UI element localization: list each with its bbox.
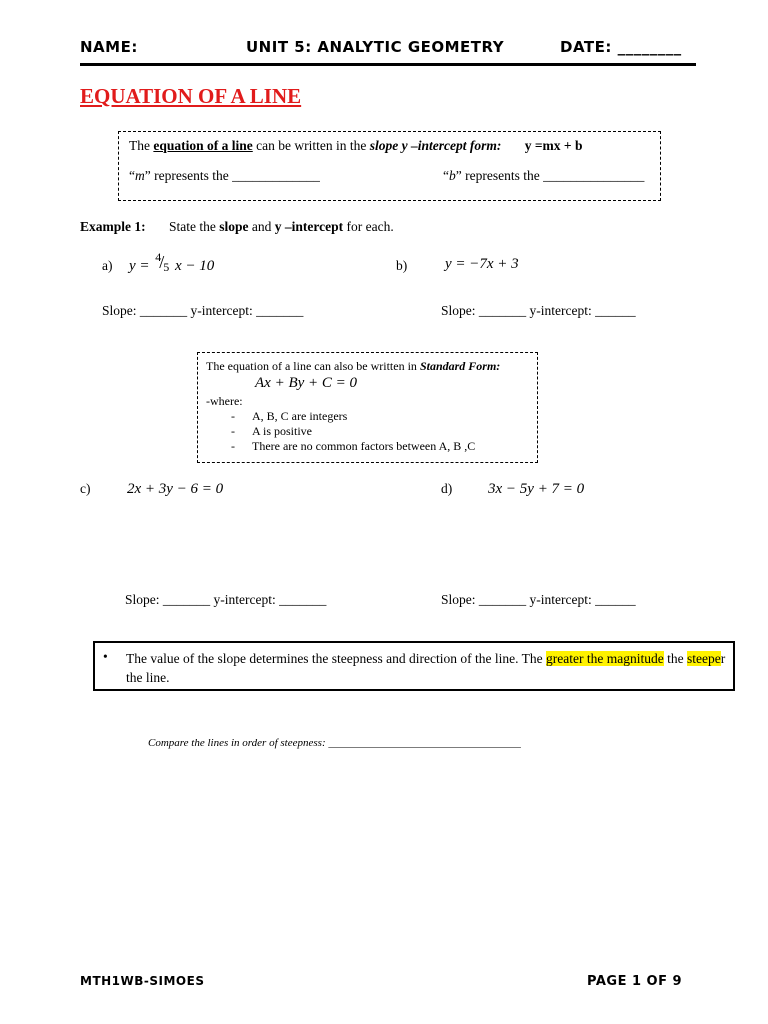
answer-c: Slope: _______ y-intercept: _______	[125, 592, 327, 607]
where-label: -where:	[206, 394, 243, 408]
condition-item: There are no common factors between A, B ,C	[252, 439, 476, 453]
part-d-equation: 3x − 5y + 7 = 0	[488, 481, 585, 497]
slope-intercept-definition: The equation of a line can be written in the slope y –intercept form: y =mx + b	[129, 138, 583, 153]
answer-a: Slope: _______ y-intercept: _______	[102, 303, 304, 318]
footer-code: MTH1WB-SIMOES	[80, 974, 205, 988]
date-label: DATE: ________	[560, 38, 682, 56]
answer-b: Slope: _______ y-intercept: ______	[441, 303, 636, 318]
standard-form-intro: The equation of a line can also be written in Standard Form:	[206, 359, 501, 373]
m-represents: “m” represents the _____________	[129, 168, 320, 183]
part-d-label: d)	[441, 481, 453, 496]
part-b-label: b)	[396, 258, 408, 273]
b-represents: “b” represents the _______________	[443, 168, 645, 183]
answer-d: Slope: _______ y-intercept: ______	[441, 592, 636, 607]
example-1: Example 1: State the slope and y –intercept for each.	[80, 219, 394, 234]
fraction: 4 / 5	[155, 250, 170, 274]
standard-form-formula: Ax + By + C = 0	[255, 375, 358, 391]
slope-note-box	[93, 641, 735, 691]
slope-intercept-formula: y =mx + b	[524, 138, 583, 153]
form-name: slope y –intercept form:	[369, 138, 502, 153]
name-label: NAME:	[80, 38, 138, 56]
unit-title: UNIT 5: ANALYTIC GEOMETRY	[246, 38, 505, 56]
slope-intercept-box	[118, 131, 661, 201]
part-c-equation: 2x + 3y − 6 = 0	[127, 481, 224, 497]
standard-form-box: The equation of a line can also be written in Standard Form: Ax + By + C = 0 -where: - A, B, C are integers - A is positive - There are no common factors between A, B ,C	[197, 352, 538, 463]
slope-note-text: The value of the slope determines the steepness and direction of the line. The greater the magnitude the steeper the line.	[126, 651, 726, 685]
page-number: PAGE 1 OF 9	[587, 974, 683, 989]
part-a-equation: y = 4 / 5 x − 10	[129, 250, 215, 274]
part-a-label: a)	[102, 258, 113, 273]
header-rule	[80, 63, 696, 66]
condition-item: A is positive	[252, 424, 313, 438]
page-title: EQUATION OF A LINE	[80, 84, 302, 108]
compare-prompt: Compare the lines in order of steepness: ___________________________________	[148, 737, 521, 749]
part-c-label: c)	[80, 481, 91, 496]
example-label: Example 1:	[80, 219, 146, 234]
part-b-equation: y = −7x + 3	[445, 256, 519, 272]
equation-term: equation of a line	[153, 138, 253, 153]
highlight-greater-magnitude: greater the magnitude	[546, 651, 664, 666]
bullet: •	[103, 649, 108, 664]
condition-item: A, B, C are integers	[252, 409, 348, 423]
highlight-steeper: steepe	[686, 651, 721, 666]
